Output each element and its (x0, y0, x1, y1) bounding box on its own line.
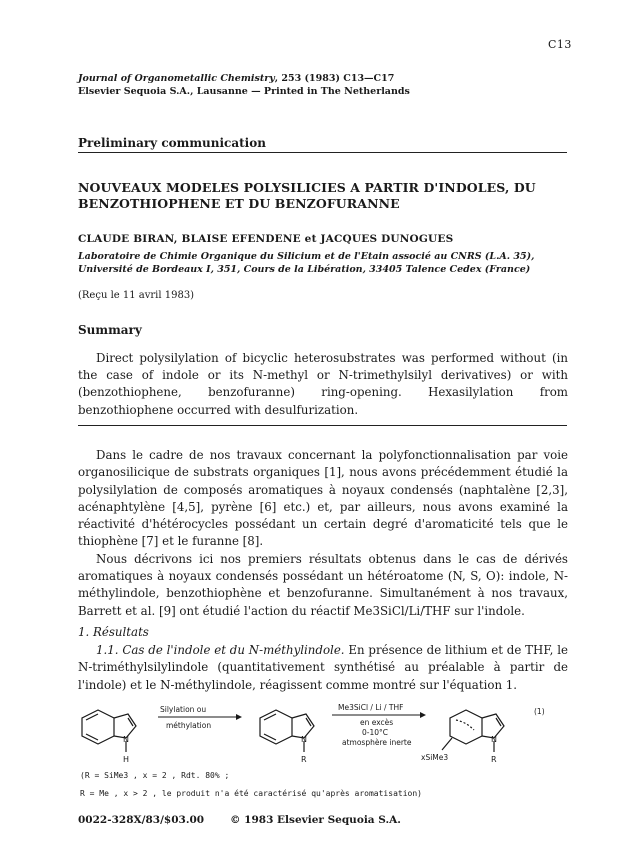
arrow2-label-2: en excès (360, 718, 394, 727)
indole-structure (82, 710, 136, 752)
substituted-indole-structure (260, 710, 314, 752)
paragraph-1: Dans le cadre de nos travaux concernant la polyfonctionnalisation par voie organosilicique de substrats organiques [1], nous avons précédemment étudié la polysilylation de composés aromatiques à noyaux condensés (naphtalène [2,3], acénaphtylène [4,5], pyrène [6] etc.) et, par ailleurs, nous avons examiné la réactivité d'hétérocycles possédant un certain degré d'aromaticité tels que le thiophène [7] et le furanne [8]. (78, 448, 568, 549)
paragraph-2: Nous décrivons ici nos premiers résultats obtenus dans le cas de dérivés aromatiques à noyaux condensés possédant un hétéroatome (N, S, O): indole, N-méthylindole, benzothiophène et benzofuranne. Simultanément à nos travaux, Barrett et al. [9] ont étudié l'action du réactif Me3SiCl/Li/THF sur l'indole. (78, 551, 568, 618)
arrow2-label-3: 0-10°C (362, 728, 389, 737)
subsection-text: En présence de lithium et de THF, le N-triméthylsilylindole (quantitativement synthétisé au préalable à partir de l'indole) et le N-méthylindole, réagissent comme montré sur l'équation 1. (78, 643, 568, 692)
divider-top (78, 152, 567, 153)
page-number: C13 (548, 38, 572, 51)
scheme-note-2: R = Me , x > 2 , le produit n'a été caractérisé qu'après aromatisation) (80, 789, 422, 798)
affiliation: Laboratoire de Chimie Organique du Silicium et de l'Etain associé au CNRS (L.A. 35), Université de Bordeaux I, 351, Cours de la Libération, 33405 Talence Cedex (France) (78, 251, 535, 275)
arrow2-label-top: Me3SiCl / Li / THF (338, 703, 404, 712)
publisher-line: Elsevier Sequoia S.A., Lausanne — Printed in The Netherlands (78, 86, 410, 97)
atom-n-3: N (491, 735, 497, 744)
divider-summary (78, 425, 567, 426)
atom-h: H (123, 755, 130, 764)
received-date: (Reçu le 11 avril 1983) (78, 290, 195, 301)
article-title: NOUVEAUX MODELES POLYSILICIES A PARTIR D'INDOLES, DU BENZOTHIOPHENE ET DU BENZOFURANNE (78, 180, 536, 211)
article-code: 0022-328X/83/$03.00 (78, 814, 205, 826)
arrow2-label-4: atmosphère inerte (342, 738, 412, 747)
scheme-note-1: (R = SiMe3 , x = 2 , Rdt. 80% ; (80, 771, 230, 780)
atom-r-2: R (491, 755, 497, 764)
equation-number: (1) (534, 707, 545, 716)
subsection-heading: 1.1. Cas de l'indole et du N-méthylindole. (96, 643, 345, 657)
reaction-scheme (70, 700, 560, 768)
arrow2-head (420, 712, 426, 718)
summary-text (78, 350, 568, 419)
journal-header (78, 72, 578, 98)
polysilylated-product-structure (442, 710, 504, 752)
arrow1-head (236, 714, 242, 720)
journal-name: Journal of Organometallic Chemistry (78, 73, 275, 84)
subsection (78, 642, 568, 694)
atom-r-1: R (301, 755, 307, 764)
copyright: © 1983 Elsevier Sequoia S.A. (230, 814, 401, 826)
arrow1-label-bottom: méthylation (166, 721, 212, 730)
summary-heading: Summary (78, 323, 142, 337)
silyl-substituent: xSiMe3 (421, 753, 449, 762)
journal-citation: , 253 (1983) C13—C17 (274, 73, 395, 84)
introduction (78, 447, 568, 620)
arrow1-label-top: Silylation ou (160, 705, 207, 714)
atom-n-1: N (123, 735, 129, 744)
authors: CLAUDE BIRAN, BLAISE EFENDENE et JACQUES DUNOGUES (78, 233, 454, 245)
section-label: Preliminary communication (78, 136, 266, 150)
atom-n-2: N (301, 735, 307, 744)
summary-body: Direct polysilylation of bicyclic heterosubstrates was performed without (in the case of indole or its N-methyl or N-trimethylsilyl derivatives) or with (benzothiophene, benzofuranne) ring-opening. Hexasilylation from benzothiophene occurred with desulfurization. (78, 351, 568, 417)
section-heading: 1. Résultats (78, 625, 149, 639)
